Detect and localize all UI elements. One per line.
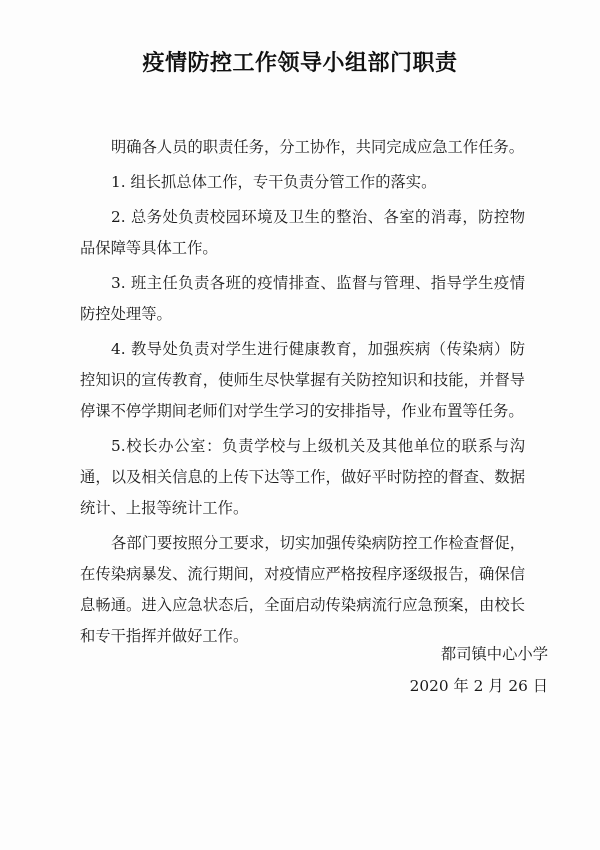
document-body bbox=[80, 132, 525, 656]
signature-organization: 都司镇中心小学 bbox=[440, 645, 548, 663]
paragraph-intro: 明确各人员的职责任务，分工协作，共同完成应急工作任务。 bbox=[111, 138, 525, 156]
paragraph-item-2: 2. 总务处负责校园环境及卫生的整治、各室的消毒，防控物品保障等具体工作。 bbox=[80, 208, 525, 257]
paragraph-item-4: 4. 教导处负责对学生进行健康教育，加强疾病（传染病）防控知识的宣传教育，使师生尽快掌握有关防控知识和技能，并督导停课不停学期间老师们对学生学习的安排指导，作业布置等任务。 bbox=[80, 340, 525, 420]
signature-date: 2020 年 2 月 26 日 bbox=[409, 677, 548, 695]
paragraph-item-5: 5.校长办公室：负责学校与上级机关及其他单位的联系与沟通，以及相关信息的上传下达等工作，做好平时防控的督查、数据统计、上报等统计工作。 bbox=[80, 437, 525, 517]
document-title: 疫情防控工作领导小组部门职责 bbox=[142, 51, 458, 76]
paragraph-closing: 各部门要按照分工要求，切实加强传染病防控工作检查督促， 在传染病暴发、流行期间，对疫情应严格按程序逐级报告，确保信息畅通。进入应急状态后，全面启动传染病流行应急预案，由校长和专干指挥并做好工作。 bbox=[80, 534, 525, 645]
paragraph-item-1: 1. 组长抓总体工作，专干负责分管工作的落实。 bbox=[111, 173, 437, 191]
signature-block bbox=[410, 638, 548, 702]
paragraph-item-3: 3. 班主任负责各班的疫情排查、监督与管理、指导学生疫情防控处理等。 bbox=[80, 274, 525, 323]
